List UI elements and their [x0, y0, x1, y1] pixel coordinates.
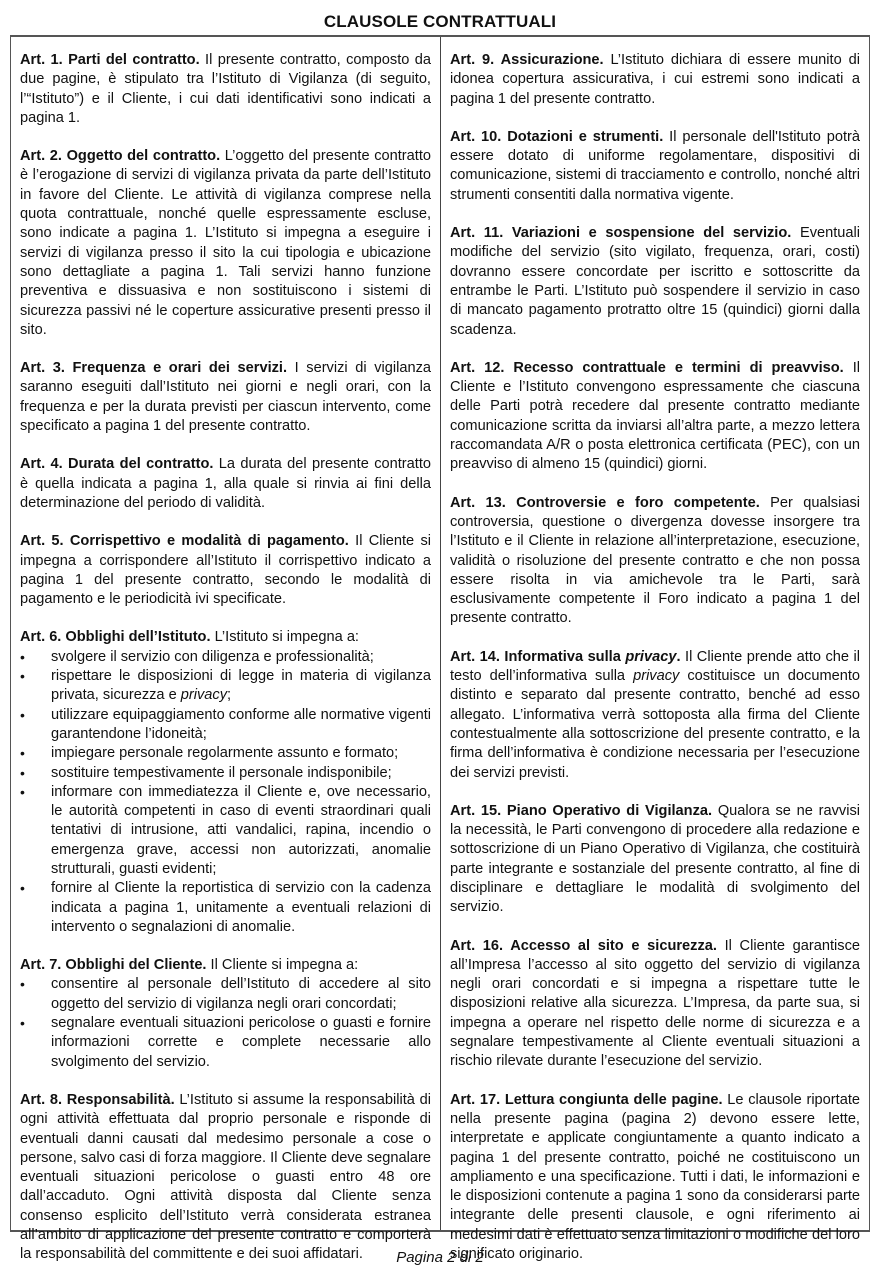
article-text: Le clausole riportate nella presente pagina (pagina 2) devono essere lette, interpretate e applicate congiuntamente a quanto indicato a pagina 1 del presente contratto, poiché ne costituiscono un ampliamento e una specificazione. Tutti i dati, le informazioni e le disposizioni contenute a pagina 1 sono da considerarsi parte integrante delle presenti clausole, e ogni riferimento ai medesimi dati è effettuato senza limitazioni o modifiche del loro significato originario. [450, 1091, 860, 1263]
article-heading: Art. 17. Lettura congiunta delle pagine. [450, 1091, 723, 1108]
article-heading: Art. 3. Frequenza e orari dei servizi. [20, 360, 288, 377]
bullet-icon: • [20, 668, 25, 685]
article-15 [450, 802, 860, 918]
article-12 [450, 359, 860, 475]
article-text: L’Istituto si impegna a: [210, 629, 359, 646]
left-column [11, 37, 441, 1263]
bullet-icon: • [20, 1015, 25, 1032]
article-6 [20, 628, 431, 937]
article-heading: Art. 5. Corrispettivo e modalità di pagamento. [20, 533, 349, 550]
article-2 [20, 147, 431, 340]
list-item: • rispettare le disposizioni di legge in materia di vigilanza privata, sicurezza e privacy; [20, 668, 431, 704]
article-1 [20, 51, 431, 128]
obligations-list [20, 648, 431, 937]
bullet-icon: • [20, 706, 25, 723]
article-text: Il Cliente prende atto che il testo dell’informativa sulla privacy costituisce un documento distinto e separato dal presente contratto, benché ad esso allegato. L’informativa verrà sottoposta alla firma del Cliente contestualmente alla sottoscrizione del presente contratto, e la firma dell’informativa è condizione necessaria per l’esecuzione dei servizi previsti. [450, 648, 860, 781]
article-heading: Art. 13. Controversie e foro competente. [450, 494, 760, 511]
article-3 [20, 359, 431, 436]
article-heading: Art. 6. Obblighi dell’Istituto. [20, 629, 211, 646]
bullet-icon: • [20, 880, 25, 897]
list-item: • fornire al Cliente la reportistica di servizio con la cadenza indicata a pagina 1, unitamente a eventuali relazioni di intervento o segnalazioni di anomalie. [20, 880, 431, 935]
article-text: La durata del presente contratto è quella indicata a pagina 1, alla quale si rinvia ai fini della determinazione del periodo di validità. [20, 456, 431, 511]
list-item: • segnalare eventuali situazioni pericolose o guasti e fornire informazioni corrette e complete necessarie allo svolgimento del servizio. [20, 1015, 431, 1070]
article-14 [450, 648, 860, 783]
article-text: Il Cliente si impegna a corrispondere all’Istituto il corrispettivo indicato a pagina 1 del presente contratto, secondo le modalità di pagamento e le periodicità ivi specificate. [20, 533, 431, 608]
article-text: Il personale dell'Istituto potrà essere dotato di uniforme regolamentare, dispositivi di comunicazione, sistemi di tracciamento e controllo, nonché altri strumenti consentiti dalla normativa vigente. [450, 128, 860, 203]
bullet-icon: • [20, 764, 25, 781]
article-text: Il presente contratto, composto da due pagine, è stipulato tra l’Istituto di Vigilanza (di seguito, l’“Istituto”) e il Cliente, i cui dati identificativi sono indicati a pagina 1. [20, 52, 431, 126]
list-item: • utilizzare equipaggiamento conforme alle normative vigenti garantendone l’idoneità; [20, 706, 431, 742]
article-11 [450, 224, 860, 340]
bullet-icon: • [20, 745, 25, 762]
article-heading: Art. 12. Recesso contrattuale e termini di preavviso. [450, 359, 844, 376]
article-7 [20, 956, 431, 1072]
article-text: Il Cliente si impegna a: [206, 957, 359, 974]
article-text: Per qualsiasi controversia, questione o divergenza dovesse insorgere tra l’Istituto e il Cliente in relazione all’interpretazione, esecuzione, validità o risoluzione del presente contratto e che non possa essere risolta in via amichevole tra le Parti, sarà esclusivamente competente il Foro indicato a pagina 1 del presente contratto. [450, 494, 860, 627]
document-title: CLAUSOLE CONTRATTUALI [323, 12, 557, 31]
list-item: • consentire al personale dell’Istituto di accedere al sito oggetto del servizio di vigilanza negli orari concordati; [20, 976, 431, 1012]
right-column [441, 37, 869, 1263]
article-heading: Art. 14. Informativa sulla privacy. [450, 648, 681, 665]
article-heading: Art. 15. Piano Operativo di Vigilanza. [450, 802, 713, 819]
article-16 [450, 937, 860, 1072]
article-heading: Art. 9. Assicurazione. [450, 52, 604, 68]
list-item: • impiegare personale regolarmente assunto e formato; [20, 744, 431, 763]
article-13 [450, 494, 860, 629]
client-obligations-list [20, 975, 431, 1071]
article-heading: Art. 2. Oggetto del contratto. [20, 148, 221, 165]
article-5 [20, 532, 431, 609]
article-text: L’oggetto del presente contratto è l’erogazione di servizi di vigilanza privata da parte dell’Istituto in favore del Cliente. Le attività di vigilanza comprese nella quota contrattuale, nonché quelle espressamente escluse, sono indicate a pagina 1. L’Istituto si impegna a eseguire i servizi di vigilanza presso il sito la cui tipologia e ubicazione sono dettagliate a pagina 1. Tali servizi hanno funzione preventiva e dissuasiva e non sostituiscono i sistemi di sicurezza passivi né le coperture assicurative presenti presso il sito. [20, 148, 431, 338]
list-item: • sostituire tempestivamente il personale indisponibile; [20, 764, 431, 783]
article-8 [20, 1091, 431, 1265]
article-text: Il Cliente garantisce all’Impresa l’accesso al sito oggetto del servizio di vigilanza negli orari concordati e si impegna a rispettare tutte le disposizioni relative alla sicurezza. L’Impresa, da parte sua, si impegna a operare nel rispetto delle norme di sicurezza e a segnalare tempestivamente al Cliente eventuali situazioni a rischio rilevate durante l’esecuzione del servizio. [450, 937, 860, 1070]
article-heading: Art. 1. Parti del contratto. [20, 52, 200, 68]
bullet-icon: • [20, 783, 25, 800]
bullet-icon: • [20, 648, 25, 665]
list-item: • svolgere il servizio con diligenza e professionalità; [20, 648, 431, 667]
article-text: L’Istituto dichiara di essere munito di idonea copertura assicurativa, i cui estremi sono indicati a pagina 1 del presente contratto. [450, 52, 860, 107]
article-heading: Art. 4. Durata del contratto. [20, 456, 214, 473]
article-heading: Art. 10. Dotazioni e strumenti. [450, 128, 664, 145]
article-text: Eventuali modifiche del servizio (sito vigilato, frequenza, orari, costi) dovranno essere concordate per iscritto e sottoscritte da entrambe le Parti. L’Istituto può sospendere il servizio in caso di mancato pagamento protratto oltre 15 (quindici) giorni dalla scadenza. [450, 225, 860, 338]
article-4 [20, 455, 431, 513]
list-item: • informare con immediatezza il Cliente e, ove necessario, le autorità competenti in caso di eventi straordinari quali tentativi di intrusione, atti vandalici, rapina, incendio o emergenza grave, accessi non autorizzati, anomalie strutturali, guasti evidenti; [20, 783, 431, 877]
article-17 [450, 1091, 860, 1265]
article-heading: Art. 7. Obblighi del Cliente. [20, 957, 207, 974]
page-number: Pagina 2 di 2 [396, 1249, 484, 1266]
article-9 [450, 51, 860, 109]
article-text: L’Istituto si assume la responsabilità di ogni attività effettuata dal proprio personale e risponde di eventuali danni causati dal medesimo personale a cose o persone, salvo casi di forza maggiore. Il Cliente deve segnalare eventuali situazioni pericolose o guasti entro 48 ore dall’accaduto. Ogni attività disposta dal Cliente senza consenso esplicito dell’Istituto verrà considerata estranea all’ambito di applicazione del presente contratto e comporterà la responsabilità del committente e dei suoi affidatari. [20, 1091, 431, 1263]
article-heading: Art. 11. Variazioni e sospensione del servizio. [450, 225, 792, 242]
article-text: I servizi di vigilanza saranno eseguiti dall’Istituto nei giorni e negli orari, con la frequenza e per la durata previsti per ciascun intervento, come specificato a pagina 1 del presente contratto. [20, 360, 431, 435]
bullet-icon: • [20, 976, 25, 993]
article-heading: Art. 16. Accesso al sito e sicurezza. [450, 937, 717, 954]
article-text: Qualora se ne ravvisi la necessità, le Parti convengono di procedere alla redazione e sottoscrizione di un Piano Operativo di Vigilanza, che costituirà parte integrante e sostanziale del presente contratto, al fine di disciplinare e dettagliare le modalità di svolgimento del servizio. [450, 802, 860, 916]
article-10 [450, 128, 860, 205]
article-heading: Art. 8. Responsabilità. [20, 1091, 175, 1108]
article-text: Il Cliente e l’Istituto convengono espressamente che ciascuna delle Parti potrà recedere dal presente contratto mediante comunicazione scritta da inviarsi all’altra parte, a mezzo lettera raccomandata A/R o posta elettronica certificata (PEC), con un preavviso di almeno 15 (quindici) giorni. [450, 359, 860, 473]
